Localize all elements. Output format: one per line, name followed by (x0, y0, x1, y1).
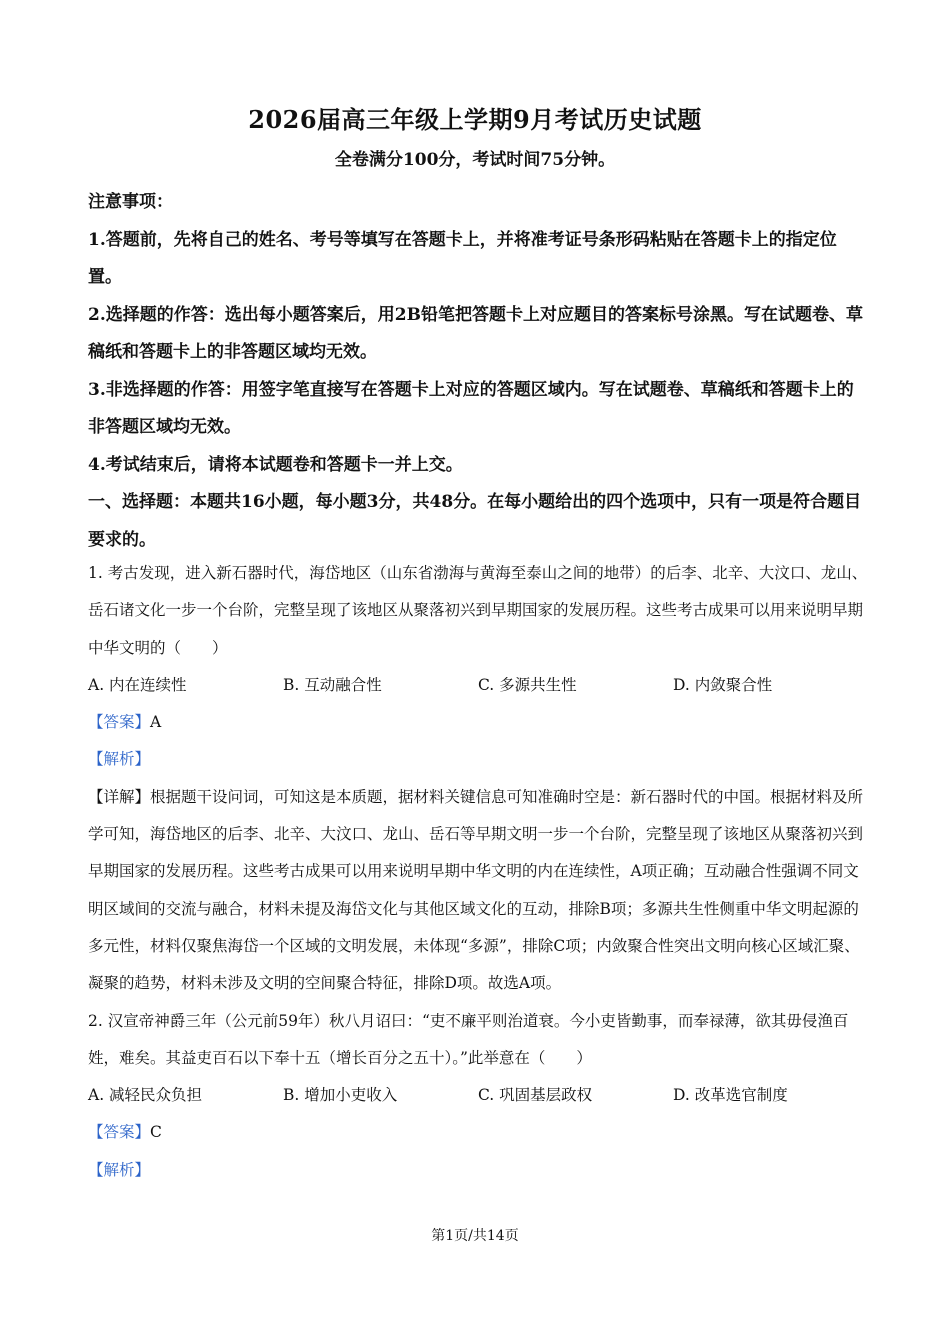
q1-detail-text: 根据题干设问词，可知这是本质题，据材料关键信息可知准确时空是：新石器时代的中国。根据材料及所学可知，海岱地区的后李、北辛、大汶口、龙山、岳石等早期文明一步一个台阶，完整呈现了该地区从聚落初兴到早期国家的发展历程。这些考古成果可以用来说明早期中华文明的内在连续性，A项正确；互动融合性强调不同文明区域间的交流与融合，材料未提及海岱文化与其他区域文化的互动，排除B项；多源共生性侧重中华文明起源的多元性，材料仅聚焦海岱一个区域的文明发展，未体现“多源”，排除C项；内敛聚合性突出文明向核心区域汇聚、凝聚的趋势，材料未涉及文明的空间聚合特征，排除D项。故选A项。 (88, 787, 864, 993)
q1-detail-tag: 【详解】 (88, 787, 151, 806)
page-subtitle: 全卷满分100分，考试时间75分钟。 (334, 150, 616, 170)
q2-answer-tag: 【答案】 (88, 1123, 151, 1142)
questions-body (88, 555, 868, 1189)
q1-options (88, 667, 868, 704)
q2-answer-value: C (150, 1123, 162, 1142)
notes-section (88, 184, 868, 559)
q2-analysis (88, 1152, 868, 1189)
q2-option-a: A. 减轻民众负担 (88, 1086, 203, 1105)
q2-option-c: C. 巩固基层政权 (478, 1086, 593, 1105)
q2-analysis-tag: 【解析】 (88, 1160, 151, 1179)
q1-detail (88, 779, 868, 1003)
notes-heading: 注意事项： (88, 192, 173, 212)
q1-answer-value: A (150, 713, 162, 732)
q2-options (88, 1077, 868, 1114)
q2-answer (88, 1114, 868, 1151)
q1-analysis-tag: 【解析】 (88, 750, 151, 769)
q1-option-c: C. 多源共生性 (478, 675, 577, 694)
q1-option-a: A. 内在连续性 (88, 675, 187, 694)
q1-option-b: B. 互动融合性 (283, 675, 382, 694)
page-title: 2026届高三年级上学期9月考试历史试题 (248, 105, 702, 134)
note-item-2: 2.选择题的作答：选出每小题答案后，用2B铅笔把答题卡上对应题目的答案标号涂黑。写在试题卷、草稿纸和答题卡上的非答题区域均无效。 (88, 304, 863, 362)
q1-option-d: D. 内敛聚合性 (673, 675, 773, 694)
q1-analysis (88, 741, 868, 778)
note-item-4: 4.考试结束后，请将本试题卷和答题卡一并上交。 (88, 454, 463, 475)
q1-answer (88, 704, 868, 741)
q1-answer-tag: 【答案】 (88, 713, 151, 732)
page-number: 第1页/共14页 (431, 1228, 519, 1244)
q2-stem: 2. 汉宣帝神爵三年（公元前59年）秋八月诏曰：“吏不廉平则治道衰。今小吏皆勤事，而奉禄薄，欲其毋侵渔百姓，难矣。其益吏百石以下奉十五（增长百分之五十）。”此举意在（ ） (88, 1011, 849, 1067)
note-item-3: 3.非选择题的作答：用签字笔直接写在答题卡上对应的答题区域内。写在试题卷、草稿纸和答题卡上的非答题区域均无效。 (88, 379, 854, 437)
q1-stem: 1. 考古发现，进入新石器时代，海岱地区（山东省渤海与黄海至泰山之间的地带）的后李、北辛、大汶口、龙山、岳石诸文化一步一个台阶，完整呈现了该地区从聚落初兴到早期国家的发展历程。这些考古成果可以用来说明早期中华文明的（ ） (88, 564, 868, 657)
q2-option-d: D. 改革选官制度 (673, 1086, 788, 1105)
note-item-1: 1.答题前，先将自己的姓名、考号等填写在答题卡上，并将准考证号条形码粘贴在答题卡上的指定位置。 (88, 229, 837, 287)
q2-option-b: B. 增加小吏收入 (283, 1086, 398, 1105)
section-heading: 一、选择题：本题共16小题，每小题3分，共48分。在每小题给出的四个选项中，只有一项是符合题目要求的。 (88, 492, 862, 550)
